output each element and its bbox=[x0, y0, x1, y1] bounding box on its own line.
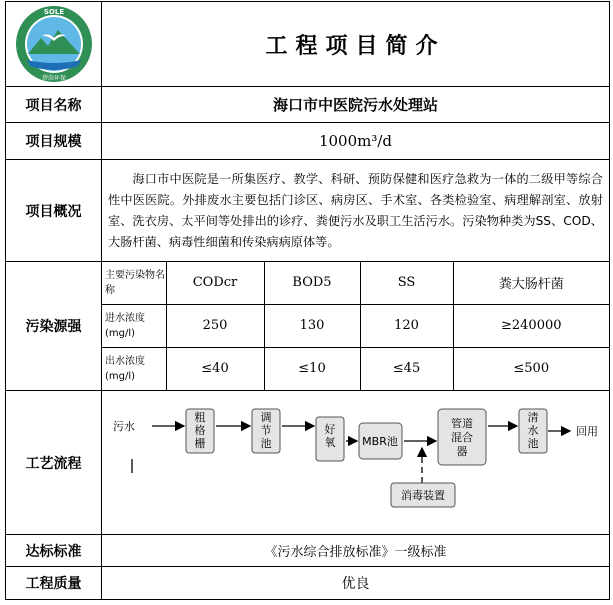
project-overview-text: 海口市中医院是一所集医疗、教学、科研、预防保健和医疗急救为一体的二级甲等综合性中医医院。外排废水主要包括门诊区、病房区、手术室、各类检验室、病理解剖室、放射室、洗衣房、太平间等处排出的诊疗、粪便污水及职工生活污水。污染物种类为SS、COD、大肠杆菌、病毒性细菌和传染病病原体等。 bbox=[102, 160, 610, 262]
inflow-bod5: 130 bbox=[264, 304, 360, 347]
flow-step-1: 粗格栅 bbox=[194, 411, 206, 450]
project-summary-document bbox=[5, 1, 609, 601]
ss-header: SS bbox=[360, 262, 453, 304]
process-flow-cell bbox=[102, 391, 610, 535]
standard-value: 《污水综合排放标准》一级标准 bbox=[102, 535, 610, 567]
svg-text:碧茵环保: 碧茵环保 bbox=[41, 75, 66, 82]
outflow-coliform: ≤500 bbox=[453, 347, 609, 390]
pollution-cell bbox=[102, 262, 610, 391]
pollution-header-row bbox=[102, 262, 609, 304]
logo-cell bbox=[6, 2, 102, 87]
outflow-bod5: ≤10 bbox=[264, 347, 360, 390]
project-overview-label: 项目概况 bbox=[6, 160, 102, 262]
quality-label: 工程质量 bbox=[6, 567, 102, 600]
codcr-header: CODcr bbox=[166, 262, 264, 304]
inflow-label: 进水浓度(mg/l) bbox=[102, 304, 166, 347]
coliform-header: 粪大肠杆菌 bbox=[453, 262, 609, 304]
project-scale-value: 1000m³/d bbox=[102, 123, 610, 160]
process-flow-label: 工艺流程 bbox=[6, 391, 102, 535]
flow-step-3: 好氧 bbox=[324, 423, 336, 449]
outflow-row bbox=[102, 347, 609, 390]
outflow-ss: ≤45 bbox=[360, 347, 453, 390]
pollutant-name-header: 主要污染物名称 bbox=[102, 262, 166, 304]
project-scale-label: 项目规模 bbox=[6, 123, 102, 160]
process-flow-diagram bbox=[102, 391, 608, 530]
company-logo bbox=[14, 4, 94, 84]
pollution-table bbox=[102, 262, 609, 390]
flow-step-2: 调节池 bbox=[260, 411, 272, 450]
outflow-codcr: ≤40 bbox=[166, 347, 264, 390]
inflow-ss: 120 bbox=[360, 304, 453, 347]
flow-step-6: 清水池 bbox=[527, 411, 539, 450]
pollution-source-label: 污染源强 bbox=[6, 262, 102, 391]
disinfection-device-label: 消毒装置 bbox=[401, 489, 445, 502]
project-name-value: 海口市中医院污水处理站 bbox=[102, 87, 610, 123]
flow-input-label: 污水 bbox=[113, 420, 135, 433]
inflow-row bbox=[102, 304, 609, 347]
summary-table bbox=[5, 1, 610, 600]
svg-text:SOLE: SOLE bbox=[43, 8, 64, 16]
outflow-label: 出水浓度(mg/l) bbox=[102, 347, 166, 390]
quality-value: 优良 bbox=[102, 567, 610, 600]
project-name-label: 项目名称 bbox=[6, 87, 102, 123]
flow-step-4: MBR池 bbox=[362, 435, 398, 448]
inflow-codcr: 250 bbox=[166, 304, 264, 347]
bod5-header: BOD5 bbox=[264, 262, 360, 304]
standard-label: 达标标准 bbox=[6, 535, 102, 567]
flow-step-5: 管道混合器 bbox=[451, 417, 473, 458]
inflow-coliform: ≥240000 bbox=[453, 304, 609, 347]
document-title: 工程项目简介 bbox=[102, 2, 610, 87]
flow-output-label: 回用 bbox=[576, 425, 598, 438]
